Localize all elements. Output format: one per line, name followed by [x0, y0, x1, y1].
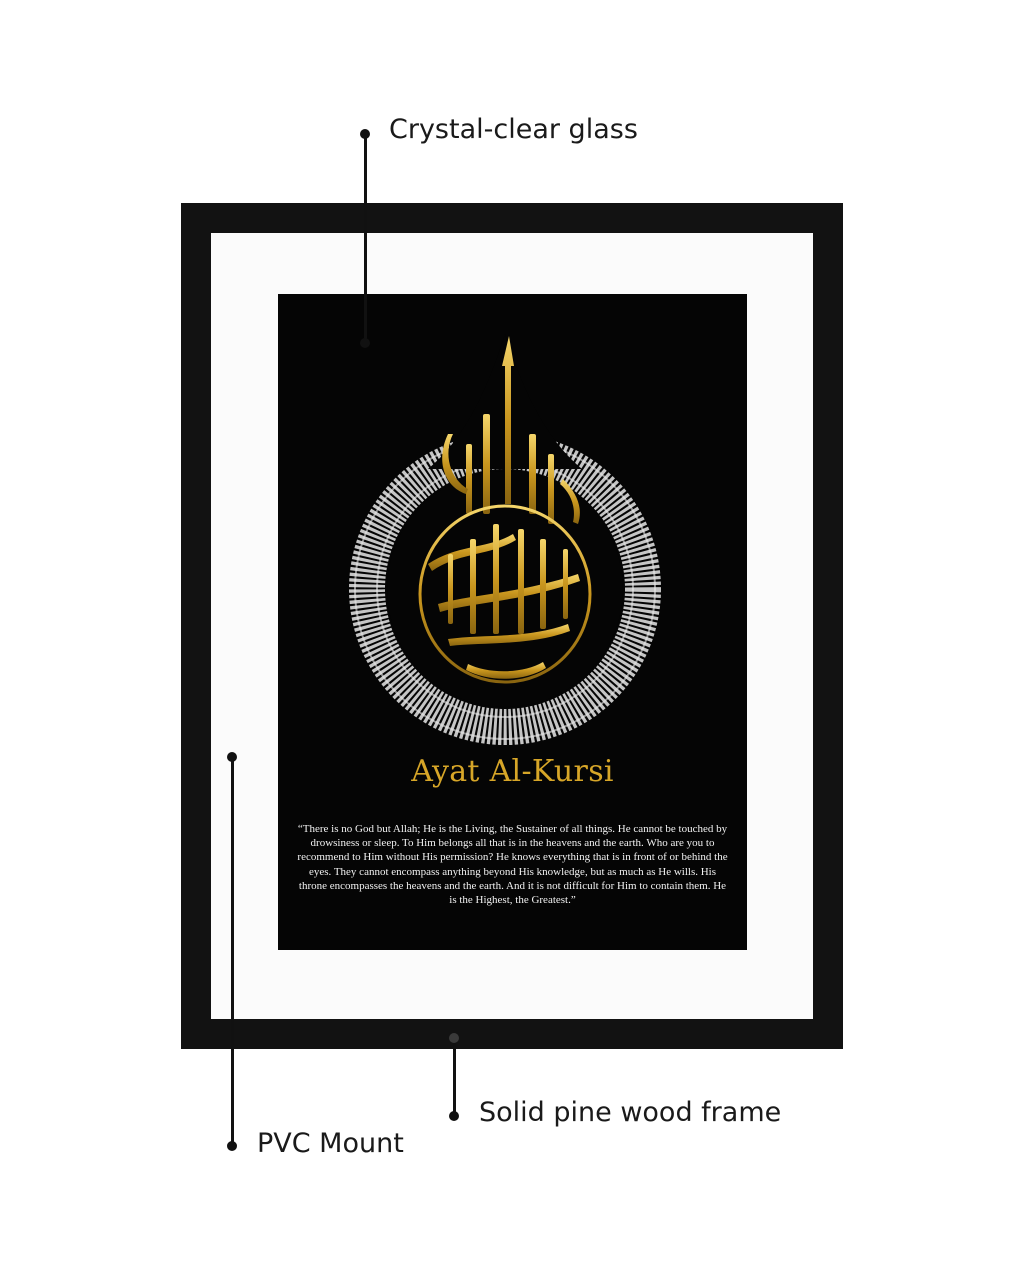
glass-callout-label: Crystal-clear glass [389, 114, 638, 145]
verse-text: “There is no God but Allah; He is the Living, the Sustainer of all things. He cannot be touched by drowsiness or sleep. To Him belongs all that is in the heavens and the earth. Who are you to recommend to Him without His permission? He knows everything that is in front of or behind the eyes. They cannot encompass anything beyond His knowledge, but as much as He wills. His throne encompasses the heavens and the earth. And it is not difficult for Him to contain them. He is the Highest, the Greatest.” [297, 823, 728, 907]
mount-callout-dot-bottom [227, 1141, 237, 1151]
artwork-title: Ayat Al-Kursi [411, 754, 614, 789]
glass-callout-dot-top [360, 129, 370, 139]
mount-callout-label: PVC Mount [257, 1128, 404, 1159]
frame-callout-label: Solid pine wood frame [479, 1097, 782, 1128]
frame-callout-dot-top [449, 1033, 459, 1043]
frame-callout-line [453, 1038, 456, 1116]
frame-callout-dot-bottom [449, 1111, 459, 1121]
glass-callout-line [364, 134, 367, 342]
mount-callout-dot-top [227, 752, 237, 762]
glass-callout-dot-bottom [360, 338, 370, 348]
artwork-print [278, 294, 747, 950]
mount-callout-line [231, 758, 234, 1146]
